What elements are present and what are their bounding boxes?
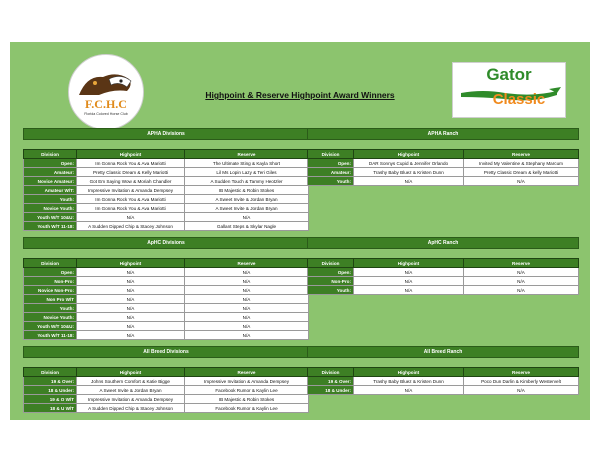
col-highpoint: Highpoint <box>77 259 185 268</box>
col-division: Division <box>24 368 77 377</box>
table-row: Youth: Im Gonna Rock You & Ava Mariotti A Sweet Invite & Jordan Bryan <box>24 195 309 204</box>
all-breed-ranch-table <box>307 367 579 395</box>
aphc-ranch-panel <box>307 237 579 295</box>
col-division: Division <box>308 259 354 268</box>
col-highpoint: Highpoint <box>354 150 464 159</box>
table-row: 19 & Over: Trashy Baby Bluez & Kristen Dunn Poco Dun Darlin & Kimberly Westervelt <box>308 377 579 386</box>
col-division: Division <box>24 150 77 159</box>
all-breed-ranch-title: All Breed Ranch <box>307 346 579 358</box>
table-row: Youth W/T 10&U: N/A N/A <box>24 213 309 222</box>
table-row: Youth: N/A N/A <box>24 304 309 313</box>
aphc-ranch-table <box>307 258 579 295</box>
table-row: Amateur: Trashy Baby Bluez & Kristen Dunn Pretty Classic Dream & kelly Mariotti <box>308 168 579 177</box>
table-row: Amateur W/T: Impressive Invitation & Amanda Dempsey IB Majestic & Robin Stokes <box>24 186 309 195</box>
gator-classic-logo <box>452 62 566 118</box>
table-row: Youth: N/A N/A <box>308 286 579 295</box>
table-row: Youth: N/A N/A <box>308 177 579 186</box>
apha-ranch-table <box>307 149 579 186</box>
col-reserve: Reserve <box>185 259 309 268</box>
col-highpoint: Highpoint <box>77 150 185 159</box>
table-row: Novice Non-Pro: N/A N/A <box>24 286 309 295</box>
apha-divisions-panel <box>23 128 309 231</box>
table-row: 19 & Over: Johns Southern Comfort & Katie Bigge Impressive Invitation & Amanda Dempsey <box>24 377 309 386</box>
table-row: Novice Youth: Im Gonna Rock You & Ava Mariotti A Sweet Invite & Jordan Bryan <box>24 204 309 213</box>
table-row: Youth W/T 11-18: A Sudden Dipped Chip & Stacey Johnson Gallant Steps & Skylar Nagle <box>24 222 309 231</box>
award-sheet <box>10 42 590 420</box>
table-row: Non-Pro: N/A N/A <box>308 277 579 286</box>
fchc-caption: Florida Colored Horse Club <box>84 112 128 116</box>
table-row: Novice Amateur: Got Em Saying Wow & Moriah Chandler A Sudden Touch & Tammy Heotzler <box>24 177 309 186</box>
table-row: 18 & Under: N/A N/A <box>308 386 579 395</box>
col-highpoint: Highpoint <box>354 368 464 377</box>
table-row: Non Pro W/T N/A N/A <box>24 295 309 304</box>
table-row: Non-Pro: N/A N/A <box>24 277 309 286</box>
col-division: Division <box>308 150 354 159</box>
table-row: Open: Im Gonna Rock You & Ava Mariotti The Ultimate Sting & Kayla Short <box>24 159 309 168</box>
table-row: Amateur: Pretty Classic Dream & Kelly Mariotti Lil Ms Lopin Lazy & Teri Giles <box>24 168 309 177</box>
page-title: Highpoint & Reserve Highpoint Award Winners <box>205 90 395 100</box>
col-highpoint: Highpoint <box>77 368 185 377</box>
apha-divisions-table <box>23 149 309 231</box>
table-row: Novice Youth: N/A N/A <box>24 313 309 322</box>
table-row: 18 & U W/T A Sudden Dipped Chip & Stacey Johnson Facebook Rumor & Kaylin Lee <box>24 404 309 413</box>
col-reserve: Reserve <box>464 259 579 268</box>
apha-divisions-title: APHA Divisions <box>23 128 309 140</box>
aphc-divisions-title: ApHC Divisions <box>23 237 309 249</box>
classic-word: Classic <box>492 91 546 108</box>
table-row: Open: N/A N/A <box>308 268 579 277</box>
table-row: Open: N/A N/A <box>24 268 309 277</box>
col-reserve: Reserve <box>464 150 579 159</box>
col-division: Division <box>308 368 354 377</box>
horse-logo-icon <box>69 55 143 129</box>
aphc-divisions-table <box>23 258 309 340</box>
all-breed-ranch-panel <box>307 346 579 395</box>
all-breed-divisions-title: All Breed Divisions <box>23 346 309 358</box>
all-breed-divisions-panel <box>23 346 309 413</box>
col-reserve: Reserve <box>185 368 309 377</box>
table-row: Youth W/T 11-18: N/A N/A <box>24 331 309 340</box>
apha-ranch-title: APHA Ranch <box>307 128 579 140</box>
table-row: Youth W/T 10&U: N/A N/A <box>24 322 309 331</box>
fchc-letters: F.C.H.C <box>85 97 127 111</box>
all-breed-divisions-table <box>23 367 309 413</box>
apha-ranch-panel <box>307 128 579 186</box>
col-highpoint: Highpoint <box>354 259 464 268</box>
aphc-ranch-title: ApHC Ranch <box>307 237 579 249</box>
col-division: Division <box>24 259 77 268</box>
table-row: 18 & Under: A Sweet Invite & Jordan Bryan Facebook Rumor & Kaylin Lee <box>24 386 309 395</box>
table-row: 19 & O W/T Impressive Invitation & Amanda Dempsey IB Majestic & Robin Stokes <box>24 395 309 404</box>
gator-word: Gator <box>486 65 532 84</box>
col-reserve: Reserve <box>185 150 309 159</box>
fchc-logo <box>68 54 144 130</box>
table-row: Open: DAR Sonnys Cupid & Jennifer Orlando Invited My Valentine & Stephany Marcum <box>308 159 579 168</box>
aphc-divisions-panel <box>23 237 309 340</box>
col-reserve: Reserve <box>464 368 579 377</box>
